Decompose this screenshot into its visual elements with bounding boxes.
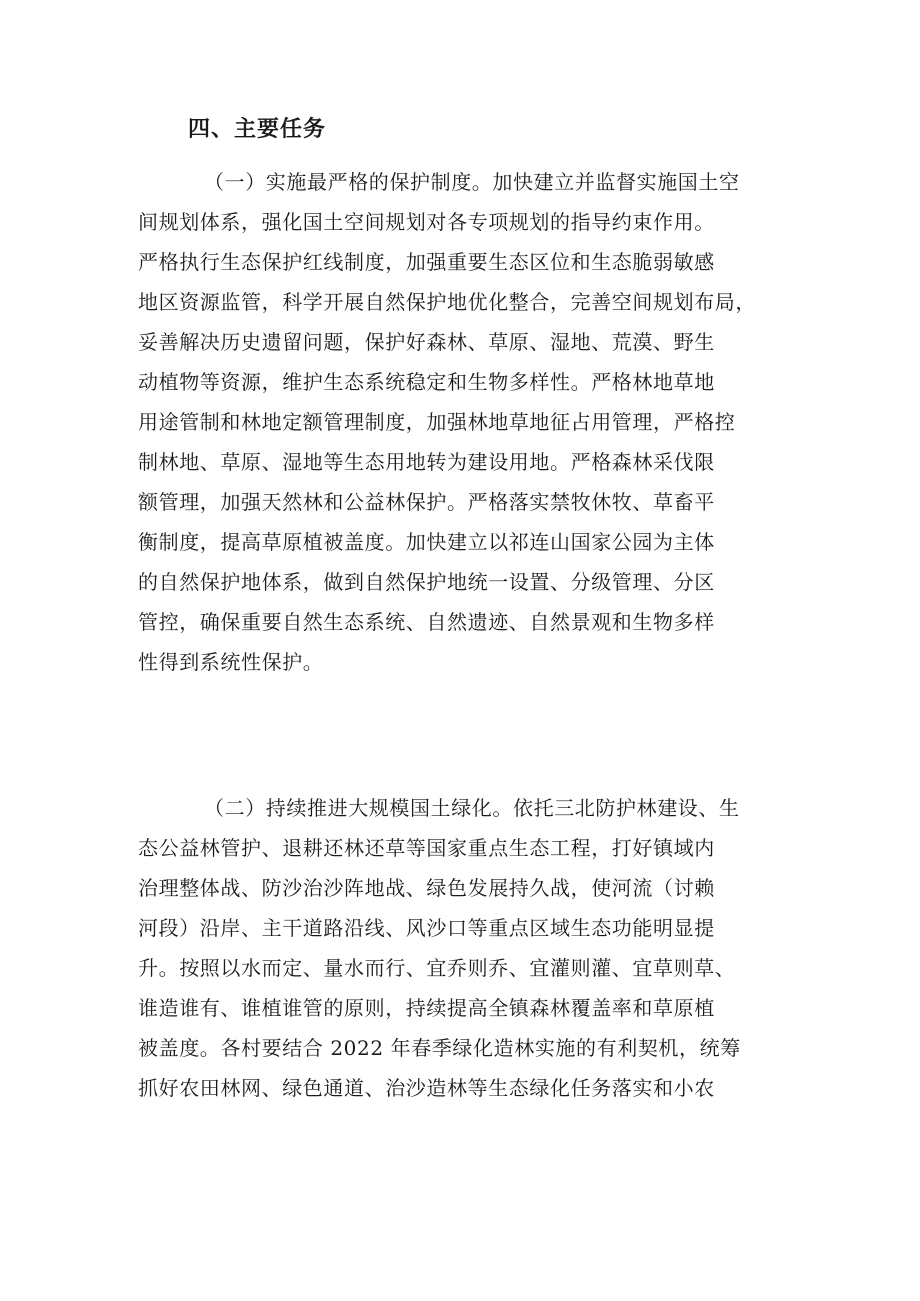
text-line: 抓好农田林网、绿色通道、治沙造林等生态绿化任务落实和小农 (138, 1076, 715, 1100)
text-line: 性得到系统性保护。 (138, 650, 324, 674)
text-line: 管控，确保重要自然生态系统、自然遗迹、自然景观和生物多样 (138, 610, 715, 634)
text-line: 严格执行生态保护红线制度，加强重要生态区位和生态脆弱敏感 (138, 250, 715, 274)
paragraph-land-greening (138, 788, 793, 1108)
text-line: （一）实施最严格的保护制度。加快建立并监督实施国土空 (204, 170, 740, 194)
text-line: 态公益林管护、退耕还林还草等国家重点生态工程，打好镇域内 (138, 836, 715, 860)
text-line: 河段）沿岸、主干道路沿线、风沙口等重点区域生态功能明显提 (138, 916, 715, 940)
text-line: 额管理，加强天然林和公益林保护。严格落实禁牧休牧、草畜平 (138, 490, 715, 514)
text-line: 升。按照以水而定、量水而行、宜乔则乔、宜灌则灌、宜草则草、 (138, 956, 736, 980)
text-line: 谁造谁有、谁植谁管的原则，持续提高全镇森林覆盖率和草原植 (138, 996, 715, 1020)
text-line: 间规划体系，强化国土空间规划对各专项规划的指导约束作用。 (138, 210, 715, 234)
text-line: 衡制度，提高草原植被盖度。加快建立以祁连山国家公园为主体 (138, 530, 715, 554)
text-line: 动植物等资源，维护生态系统稳定和生物多样性。严格林地草地 (138, 370, 715, 394)
text-line: 妥善解决历史遗留问题，保护好森林、草原、湿地、荒漠、野生 (138, 330, 715, 354)
section-heading: 四、主要任务 (188, 117, 327, 142)
text-line: 制林地、草原、湿地等生态用地转为建设用地。严格森林采伐限 (138, 450, 715, 474)
text-line: 的自然保护地体系，做到自然保护地统一设置、分级管理、分区 (138, 570, 715, 594)
text-line: 用途管制和林地定额管理制度，加强林地草地征占用管理，严格控 (138, 410, 736, 434)
paragraph-protection-system (138, 162, 793, 682)
text-line: （二）持续推进大规模国土绿化。依托三北防护林建设、生 (204, 796, 740, 820)
text-line: 被盖度。各村要结合 2022 年春季绿化造林实施的有利契机，统筹 (138, 1036, 741, 1060)
text-line: 地区资源监管，科学开展自然保护地优化整合，完善空间规划布局， (138, 290, 756, 314)
text-line: 治理整体战、防沙治沙阵地战、绿色发展持久战，使河流（讨赖 (138, 876, 715, 900)
